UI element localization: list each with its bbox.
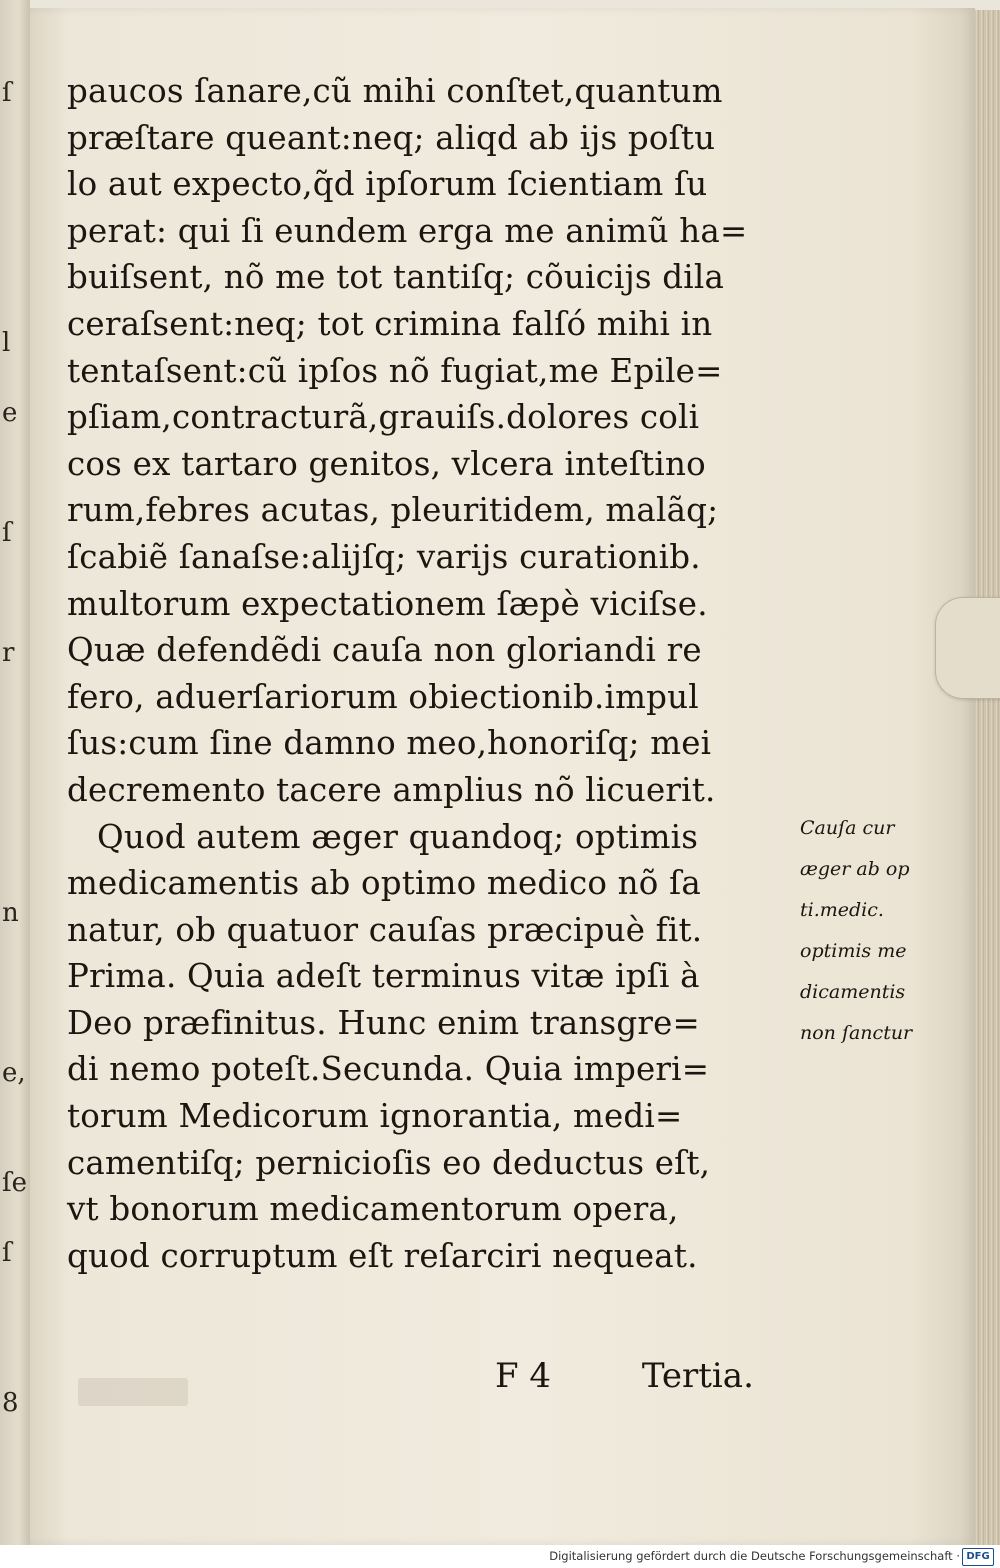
- text-line: ſus:cum ſine damno meo,honoriſq; mei: [67, 724, 712, 763]
- text-line: paucos ſanare,cũ mihi conſtet,quantum: [67, 72, 723, 110]
- margin-note-line: ti.medic.: [800, 899, 884, 921]
- signature-mark: F 4: [495, 1356, 552, 1396]
- library-stamp: [78, 1378, 188, 1406]
- catchword: Tertia.: [641, 1356, 754, 1396]
- text-line: torum Medicorum ignorantia, medi=: [67, 1097, 683, 1136]
- facing-page-edge: [0, 0, 30, 1545]
- text-line: di nemo poteſt.Secunda. Quia imperi=: [67, 1050, 710, 1089]
- dfg-logo-icon: DFG: [962, 1548, 994, 1566]
- margin-note-line: dicamentis: [800, 981, 906, 1003]
- facing-page-glyph: e: [2, 398, 18, 428]
- text-line: decremento tacere amplius nõ licuerit.: [67, 770, 716, 809]
- clasp-tab: [935, 597, 1000, 699]
- text-line: præſtare queant:neq; aliqd ab ijs poſtu: [67, 118, 716, 157]
- margin-note-line: optimis me: [800, 940, 907, 962]
- margin-note: [800, 808, 950, 1054]
- text-line: lo aut expecto,q̃d ipſorum ſcientiam ſu: [67, 165, 708, 204]
- text-line: medicamentis ab optimo medico nõ ſa: [67, 864, 701, 903]
- page-stack-edge: [975, 10, 1000, 1545]
- text-line: pſiam,contracturã,grauiſs.dolores coli: [67, 398, 700, 437]
- text-line: Deo præfinitus. Hunc enim transgre=: [67, 1003, 700, 1042]
- facing-page-glyph: ſ: [2, 518, 12, 548]
- text-line: Prima. Quia adeſt terminus vitæ ipſi à: [67, 957, 700, 996]
- text-line: Quod autem æger quandoq; optimis: [97, 817, 699, 856]
- text-line: multorum expectationem ſæpè viciſse.: [67, 584, 708, 623]
- facing-page-glyph: ſ: [2, 1238, 12, 1268]
- footer-credit: Digitalisierung gefördert durch die Deutsche Forschungsgemeinschaft ·: [549, 1549, 960, 1563]
- text-line: tentaſsent:cũ ipſos nõ fugiat,me Epile=: [67, 351, 723, 390]
- facing-page-glyph: n: [2, 898, 19, 928]
- margin-note-line: Cauſa cur: [800, 817, 895, 839]
- text-line: cos ex tartaro genitos, vlcera inteſtino: [67, 444, 706, 483]
- text-line: ceraſsent:neq; tot crimina falſó mihi in: [67, 304, 713, 343]
- facing-page-glyph: e,: [2, 1058, 26, 1088]
- text-line: perat: qui ſi eundem erga me animũ ha=: [67, 211, 748, 250]
- text-line: Quæ defendẽdi cauſa non gloriandi re: [67, 631, 702, 670]
- text-line: vt bonorum medicamentorum opera,: [67, 1190, 679, 1229]
- body-text: [67, 68, 807, 1279]
- margin-note-line: non ſanctur: [800, 1022, 913, 1044]
- facing-page-glyph: 8: [2, 1388, 19, 1418]
- text-line: ſcabiẽ ſanaſse:alijſq; varijs curationib.: [67, 537, 701, 576]
- signature-line: [495, 1356, 754, 1396]
- footer-bar: [0, 1545, 1000, 1568]
- facing-page-glyph: ſe: [2, 1168, 28, 1198]
- text-line: natur, ob quatuor cauſas præcipuè fit.: [67, 910, 703, 949]
- text-line: quod corruptum eſt reſarciri nequeat.: [67, 1236, 698, 1275]
- text-line: fero, aduerſariorum obiectionib.impul: [67, 677, 699, 716]
- text-line: buiſsent, nõ me tot tantiſq; cõuicijs dila: [67, 258, 725, 297]
- margin-note-line: æger ab op: [800, 858, 910, 880]
- facing-page-glyph: l: [2, 328, 11, 358]
- facing-page-glyph: r: [2, 638, 15, 668]
- text-line: rum,febres acutas, pleuritidem, malãq;: [67, 491, 719, 530]
- text-line: camentiſq; pernicioſis eo deductus eſt,: [67, 1143, 711, 1182]
- facing-page-glyph: ſ: [2, 78, 12, 108]
